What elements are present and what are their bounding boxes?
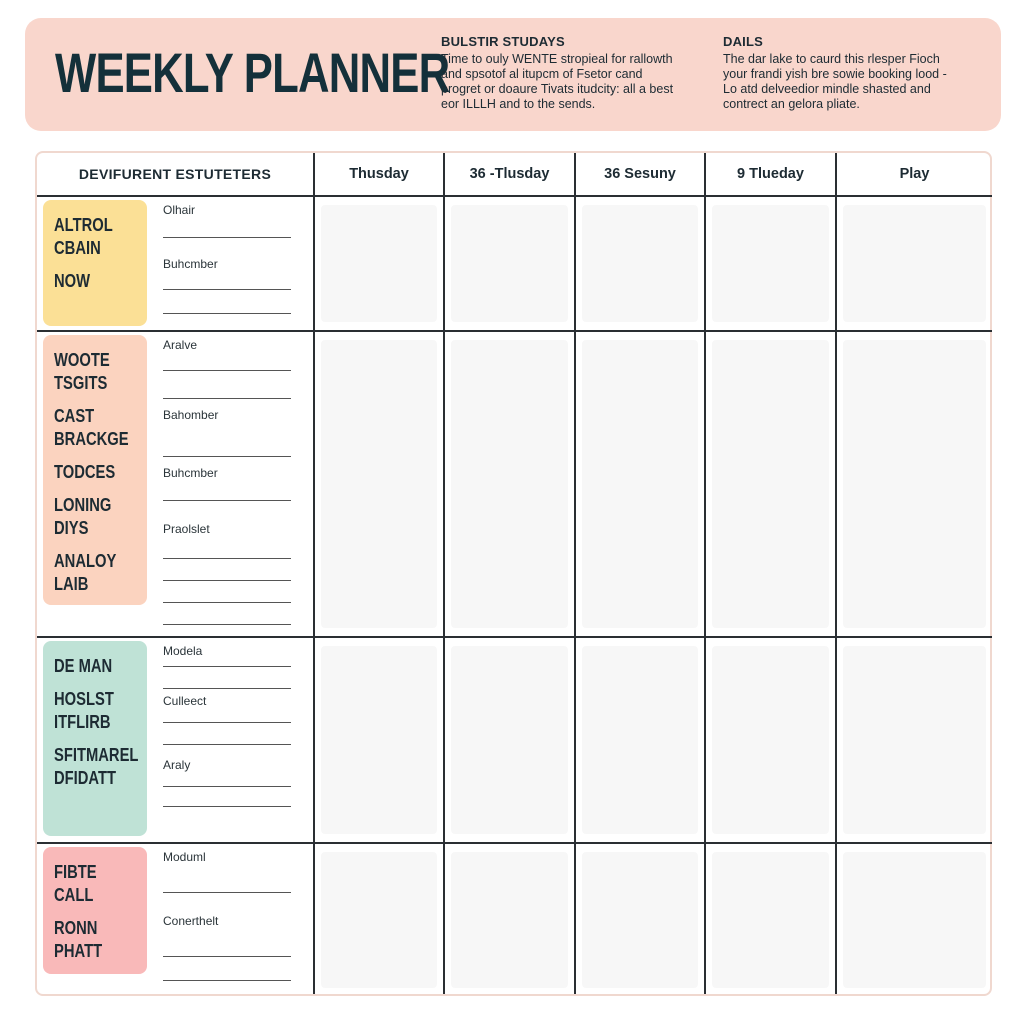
- day-cell[interactable]: [712, 646, 829, 834]
- writing-line: [163, 398, 291, 399]
- day-cell[interactable]: [451, 852, 568, 988]
- info-line: The dar lake to caurd this rlesper Fioch: [723, 52, 940, 66]
- row-divider: [37, 195, 992, 197]
- day-header: 9 Tlueday: [737, 166, 804, 182]
- row-divider: [37, 842, 992, 844]
- category-tag-text: NOW: [54, 271, 91, 291]
- column-divider: [835, 153, 837, 994]
- writing-line: [163, 289, 291, 290]
- category-tag-text: WOOTE: [54, 350, 110, 370]
- category-tag: [43, 847, 147, 974]
- column-divider: [443, 153, 445, 994]
- category-tag-text: PHATT: [54, 941, 103, 961]
- field-label: Aralve: [163, 338, 198, 352]
- category-tag: [43, 200, 147, 326]
- info-line: eor ILLLH and to the sends.: [441, 97, 596, 111]
- day-cell[interactable]: [582, 852, 698, 988]
- category-tag-text: CBAIN: [54, 238, 101, 258]
- day-cell[interactable]: [843, 646, 986, 834]
- writing-line: [163, 237, 291, 238]
- category-tag-text: CAST: [54, 406, 95, 426]
- category-tag-text: TODCES: [54, 462, 116, 482]
- row-divider: [37, 330, 992, 332]
- day-cell[interactable]: [582, 205, 698, 322]
- writing-line: [163, 580, 291, 581]
- field-label: Moduml: [163, 850, 206, 864]
- field-label: Modela: [163, 644, 203, 658]
- field-label: Olhair: [163, 203, 196, 217]
- day-cell[interactable]: [582, 646, 698, 834]
- day-cell[interactable]: [451, 205, 568, 322]
- info-line: Time to ouly WENTE stropieal for rallowth: [441, 52, 673, 66]
- info-line: Lo atd delveedior mindle shasted and: [723, 82, 931, 96]
- category-tag-text: SFITMAREL: [54, 745, 139, 765]
- writing-line: [163, 370, 291, 371]
- field-label: Buhcmber: [163, 257, 218, 271]
- day-header: Play: [899, 166, 930, 182]
- writing-line: [163, 624, 291, 625]
- category-tag-text: RONN: [54, 918, 98, 938]
- info-line: and spsotof al itupcm of Fsetor cand: [441, 67, 643, 81]
- info-line: progret or doaure Tivats itudcity: all a best: [441, 82, 674, 96]
- writing-line: [163, 786, 291, 787]
- writing-line: [163, 806, 291, 807]
- category-tag-text: ANALOY: [54, 551, 117, 571]
- writing-line: [163, 558, 291, 559]
- category-tag: [43, 641, 147, 836]
- day-cell[interactable]: [582, 340, 698, 628]
- column-header-first: DEVIFURENT ESTUTETERS: [78, 166, 272, 182]
- field-label: Araly: [163, 758, 191, 772]
- info-heading: DAILS: [723, 34, 763, 49]
- field-label: Culleect: [163, 694, 207, 708]
- day-cell[interactable]: [843, 205, 986, 322]
- category-tag: [43, 335, 147, 605]
- field-label: Bahomber: [163, 408, 219, 422]
- day-cell[interactable]: [321, 852, 437, 988]
- category-tag-text: DIYS: [54, 518, 89, 538]
- day-cell[interactable]: [843, 852, 986, 988]
- day-header: Thusday: [349, 166, 409, 182]
- info-block-dails: [723, 34, 983, 112]
- day-header: 36 -Tlusday: [469, 166, 550, 182]
- column-divider: [574, 153, 576, 994]
- day-cell[interactable]: [843, 340, 986, 628]
- day-cell[interactable]: [321, 646, 437, 834]
- day-cell[interactable]: [712, 205, 829, 322]
- writing-line: [163, 666, 291, 667]
- category-tag-text: ALTROL: [54, 215, 113, 235]
- category-tag-text: DE MAN: [54, 656, 113, 676]
- writing-line: [163, 602, 291, 603]
- writing-line: [163, 688, 291, 689]
- day-cell[interactable]: [712, 852, 829, 988]
- category-tag-text: ITFLIRB: [54, 712, 111, 732]
- day-cell[interactable]: [321, 340, 437, 628]
- writing-line: [163, 313, 291, 314]
- category-tag-text: TSGITS: [54, 373, 108, 393]
- planner-header: [25, 18, 1001, 131]
- column-divider: [313, 153, 315, 994]
- writing-line: [163, 956, 291, 957]
- field-label: Buhcmber: [163, 466, 218, 480]
- row-divider: [37, 636, 992, 638]
- category-tag-text: HOSLST: [54, 689, 114, 709]
- writing-line: [163, 722, 291, 723]
- column-divider: [704, 153, 706, 994]
- info-heading: BULSTIR STUDAYS: [441, 34, 565, 49]
- page-title: WEEKLY PLANNER: [55, 41, 450, 104]
- writing-line: [163, 892, 291, 893]
- info-block-studays: [441, 34, 711, 112]
- field-label: Conerthelt: [163, 914, 219, 928]
- day-cell[interactable]: [451, 340, 568, 628]
- category-tag-text: LONING: [54, 495, 112, 515]
- category-tag-text: LAIB: [54, 574, 89, 594]
- writing-line: [163, 456, 291, 457]
- category-tag-text: CALL: [54, 885, 94, 905]
- day-cell[interactable]: [321, 205, 437, 322]
- info-line: contrect an gelora pliate.: [723, 97, 860, 111]
- field-label: Praolslet: [163, 522, 210, 536]
- category-tag-text: BRACKGE: [54, 429, 129, 449]
- day-header: 36 Sesuny: [604, 166, 676, 182]
- writing-line: [163, 980, 291, 981]
- category-tag-text: DFIDATT: [54, 768, 117, 788]
- day-cell[interactable]: [712, 340, 829, 628]
- writing-line: [163, 744, 291, 745]
- day-cell[interactable]: [451, 646, 568, 834]
- writing-line: [163, 500, 291, 501]
- info-line: your frandi yish bre sowie booking lood -: [723, 67, 947, 81]
- category-tag-text: FIBTE: [54, 862, 97, 882]
- planner-grid: [35, 151, 992, 996]
